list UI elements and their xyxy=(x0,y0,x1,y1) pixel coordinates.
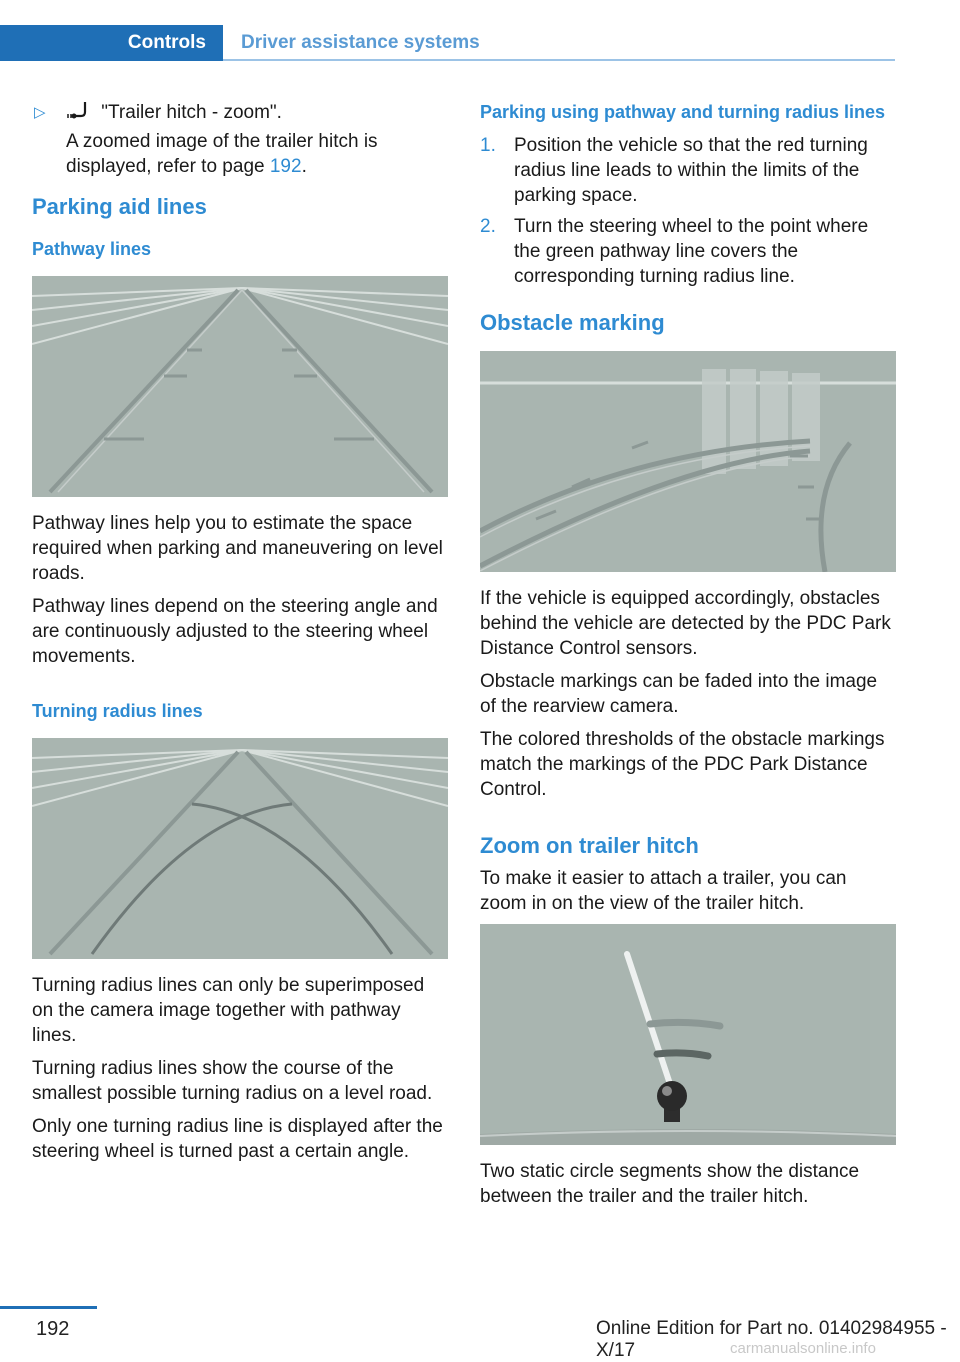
list-item xyxy=(480,214,896,289)
turning-paragraph-2: Turning radius lines show the course of the smallest possible turning radius on a level road. xyxy=(32,1058,433,1104)
header-divider xyxy=(223,59,895,61)
turning-paragraph-1: Turning radius lines can only be superimposed on the camera image together with pathway lines. xyxy=(32,975,425,1046)
step-text: Position the vehicle so that the red turning radius line leads to within the limits of the parking space. xyxy=(514,135,868,206)
zoom-paragraph-1: To make it easier to attach a trailer, you can zoom in on the view of the trailer hitch. xyxy=(480,868,847,914)
list-item xyxy=(480,133,896,208)
obstacle-paragraph-3: The colored thresholds of the obstacle markings match the markings of the PDC Park Distance Control. xyxy=(480,729,885,800)
bullet-description-end: . xyxy=(301,156,307,177)
parking-aid-heading: Parking aid lines xyxy=(32,194,207,219)
turning-radius-figure xyxy=(32,738,448,959)
obstacle-paragraph-2: Obstacle markings can be faded into the image of the rearview camera. xyxy=(480,671,878,717)
obstacle-marking-figure xyxy=(480,351,896,572)
edition-text: Online Edition for Part no. 01402984955 - X/17 xyxy=(596,1318,947,1361)
pathway-heading: Pathway lines xyxy=(32,239,152,259)
step-text: Turn the steering wheel to the point where the green pathway line covers the corresponding turning radius line. xyxy=(514,216,869,287)
turning-paragraph-3: Only one turning radius line is displayed after the steering wheel is turned past a certain angle. xyxy=(32,1116,443,1162)
page-number: 192 xyxy=(36,1318,70,1340)
bullet-label: "Trailer hitch - zoom". xyxy=(96,102,282,123)
obstacle-heading: Obstacle marking xyxy=(480,310,665,335)
turning-radius-heading: Turning radius lines xyxy=(32,701,203,721)
steps-list xyxy=(480,133,896,289)
step-number: 1. xyxy=(480,135,496,156)
page-header xyxy=(0,25,895,61)
zoom-heading: Zoom on trailer hitch xyxy=(480,833,699,858)
step-number: 2. xyxy=(480,216,496,237)
obstacle-paragraph-1: If the vehicle is equipped accordingly, obstacles behind the vehicle are detected by the PDC Park Distance Control sensors. xyxy=(480,588,891,659)
triangle-right-icon: ▷ xyxy=(34,104,46,121)
bullet-item-trailer-zoom xyxy=(32,100,448,179)
trailer-hitch-icon xyxy=(66,101,96,121)
zoom-paragraph-2: Two static circle segments show the distance between the trailer and the trailer hitch. xyxy=(480,1161,860,1207)
pathway-paragraph-1: Pathway lines help you to estimate the space required when parking and maneuvering on level roads. xyxy=(32,513,443,584)
section-tab[interactable]: Driver assistance systems xyxy=(241,32,480,53)
left-column xyxy=(32,100,448,1172)
right-column xyxy=(480,100,896,1217)
watermark-text: carmanualsonline.info xyxy=(730,1340,876,1357)
pathway-lines-figure xyxy=(32,276,448,497)
bullet-description: A zoomed image of the trailer hitch is displayed, refer to page xyxy=(66,131,378,177)
trailer-hitch-zoom-figure xyxy=(480,924,896,1145)
parking-using-heading: Parking using pathway and turning radius lines xyxy=(480,102,886,122)
chapter-tab[interactable]: Controls xyxy=(0,25,223,61)
page-reference-link[interactable]: 192 xyxy=(269,156,302,177)
pathway-paragraph-2: Pathway lines depend on the steering angle and are continuously adjusted to the steering wheel movements. xyxy=(32,596,438,667)
footer-accent-bar xyxy=(0,1306,97,1309)
